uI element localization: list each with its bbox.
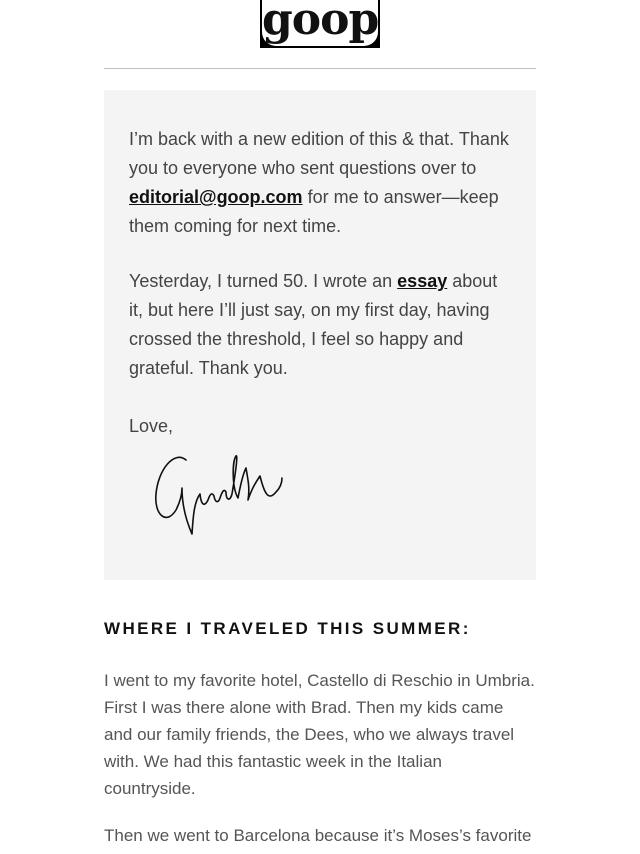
letter-text: Yesterday, I turned 50. I wrote an xyxy=(129,271,398,291)
section-paragraph-2: Then we went to Barcelona because it’s Moses’s favorite xyxy=(104,826,532,845)
logo-text: goop xyxy=(262,0,379,45)
signoff: Love, xyxy=(129,416,174,436)
letter-paragraph-1 xyxy=(129,125,514,241)
goop-logo[interactable] xyxy=(260,0,380,48)
header-divider xyxy=(104,68,536,69)
letter-paragraph-2 xyxy=(129,267,514,383)
letter-panel xyxy=(104,90,536,580)
editorial-email-link[interactable]: editorial@goop.com xyxy=(129,187,303,207)
section-paragraph-1: I went to my favorite hotel, Castello di Reschio in Umbria. First I was there alone with Brad. Then my kids came and our family friends, the Dees, who we always travel with. We had this fantastic week in the Italian countryside. xyxy=(104,671,535,798)
letter-text: about it, but here I’ll just say, on my first day, having crossed the threshold, I feel so happy and grateful. Thank you. xyxy=(129,271,498,378)
signature-image xyxy=(152,448,287,543)
letter-text: for me to answer—keep them coming for next time. xyxy=(129,187,499,236)
letter-text: I’m back with a new edition of this & that. Thank you to everyone who sent questions over to xyxy=(129,129,509,178)
logo-badge xyxy=(262,0,378,46)
essay-link[interactable]: essay xyxy=(397,271,448,291)
section-heading: WHERE I TRAVELED THIS SUMMER: xyxy=(104,619,471,638)
